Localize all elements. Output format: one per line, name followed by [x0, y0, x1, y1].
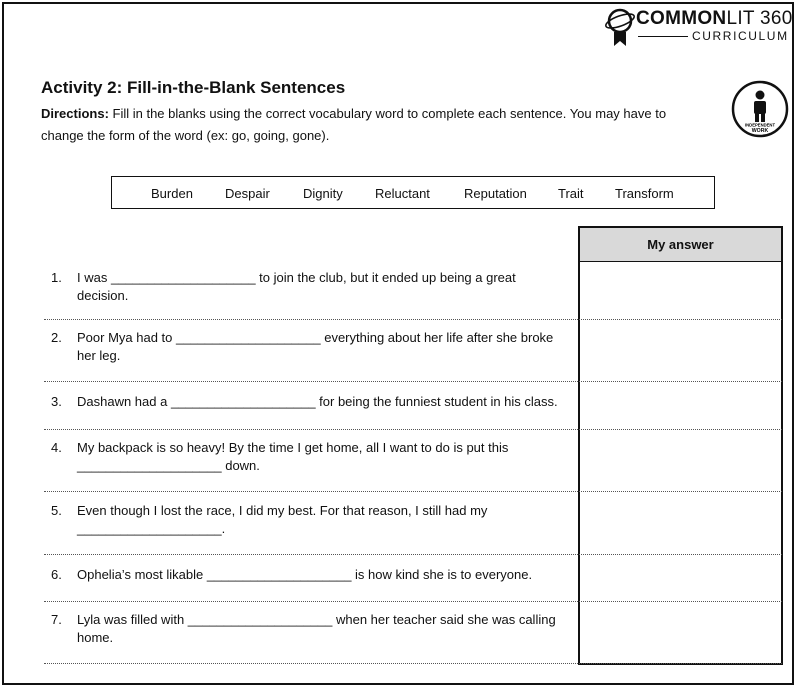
- question-number: 4.: [51, 440, 62, 455]
- row-divider: [44, 429, 782, 430]
- logo-subtitle: CURRICULUM: [692, 29, 789, 43]
- question-text: Ophelia’s most likable ____________________ is how kind she is to everyone.: [77, 567, 533, 582]
- question-number: 3.: [51, 394, 62, 409]
- row-divider: [44, 601, 782, 602]
- row-divider: [44, 663, 782, 664]
- directions: [41, 103, 681, 147]
- question-text: I was ____________________ to join the club, but it ended up being a great decision.: [77, 270, 516, 303]
- word-bank-item: Burden: [151, 186, 193, 201]
- logo-wordmark: COMMONLIT 360: [636, 8, 793, 29]
- independent-work-badge-icon: [731, 80, 789, 138]
- badge-line2: WORK: [751, 128, 769, 134]
- word-bank: [111, 176, 715, 209]
- question-text: Even though I lost the race, I did my best. For that reason, I still had my ____________________.: [77, 503, 488, 536]
- activity-title: Activity 2: Fill-in-the-Blank Sentences: [41, 78, 346, 97]
- word-bank-item: Dignity: [303, 186, 343, 201]
- row-divider: [44, 381, 782, 382]
- question-text: Lyla was filled with ____________________ when her teacher said she was calling home.: [77, 612, 556, 645]
- question-number: 7.: [51, 612, 62, 627]
- badge-line1: INDEPENDENT: [744, 122, 776, 128]
- row-divider: [44, 491, 782, 492]
- word-bank-item: Transform: [615, 186, 674, 201]
- question-number: 1.: [51, 270, 62, 285]
- logo-divider: [638, 36, 688, 37]
- directions-text: Fill in the blanks using the correct vocabulary word to complete each sentence. You may have to change the form of the word (ex: go, going, gone).: [41, 106, 667, 143]
- word-bank-item: Trait: [558, 186, 584, 201]
- question-number: 5.: [51, 503, 62, 518]
- word-bank-item: Reluctant: [375, 186, 430, 201]
- word-bank-item: Reputation: [464, 186, 527, 201]
- question-text: Dashawn had a ____________________ for being the funniest student in his class.: [77, 394, 558, 409]
- row-divider: [44, 554, 782, 555]
- question-text: My backpack is so heavy! By the time I get home, all I want to do is put this ____________________ down.: [77, 440, 509, 473]
- row-divider: [44, 319, 782, 320]
- question-number: 2.: [51, 330, 62, 345]
- word-bank-item: Despair: [225, 186, 270, 201]
- answer-column: [578, 226, 783, 665]
- directions-label: Directions:: [41, 106, 109, 121]
- question-number: 6.: [51, 567, 62, 582]
- answer-column-header: My answer: [580, 228, 781, 262]
- question-text: Poor Mya had to ____________________ everything about her life after she broke her leg.: [77, 330, 554, 363]
